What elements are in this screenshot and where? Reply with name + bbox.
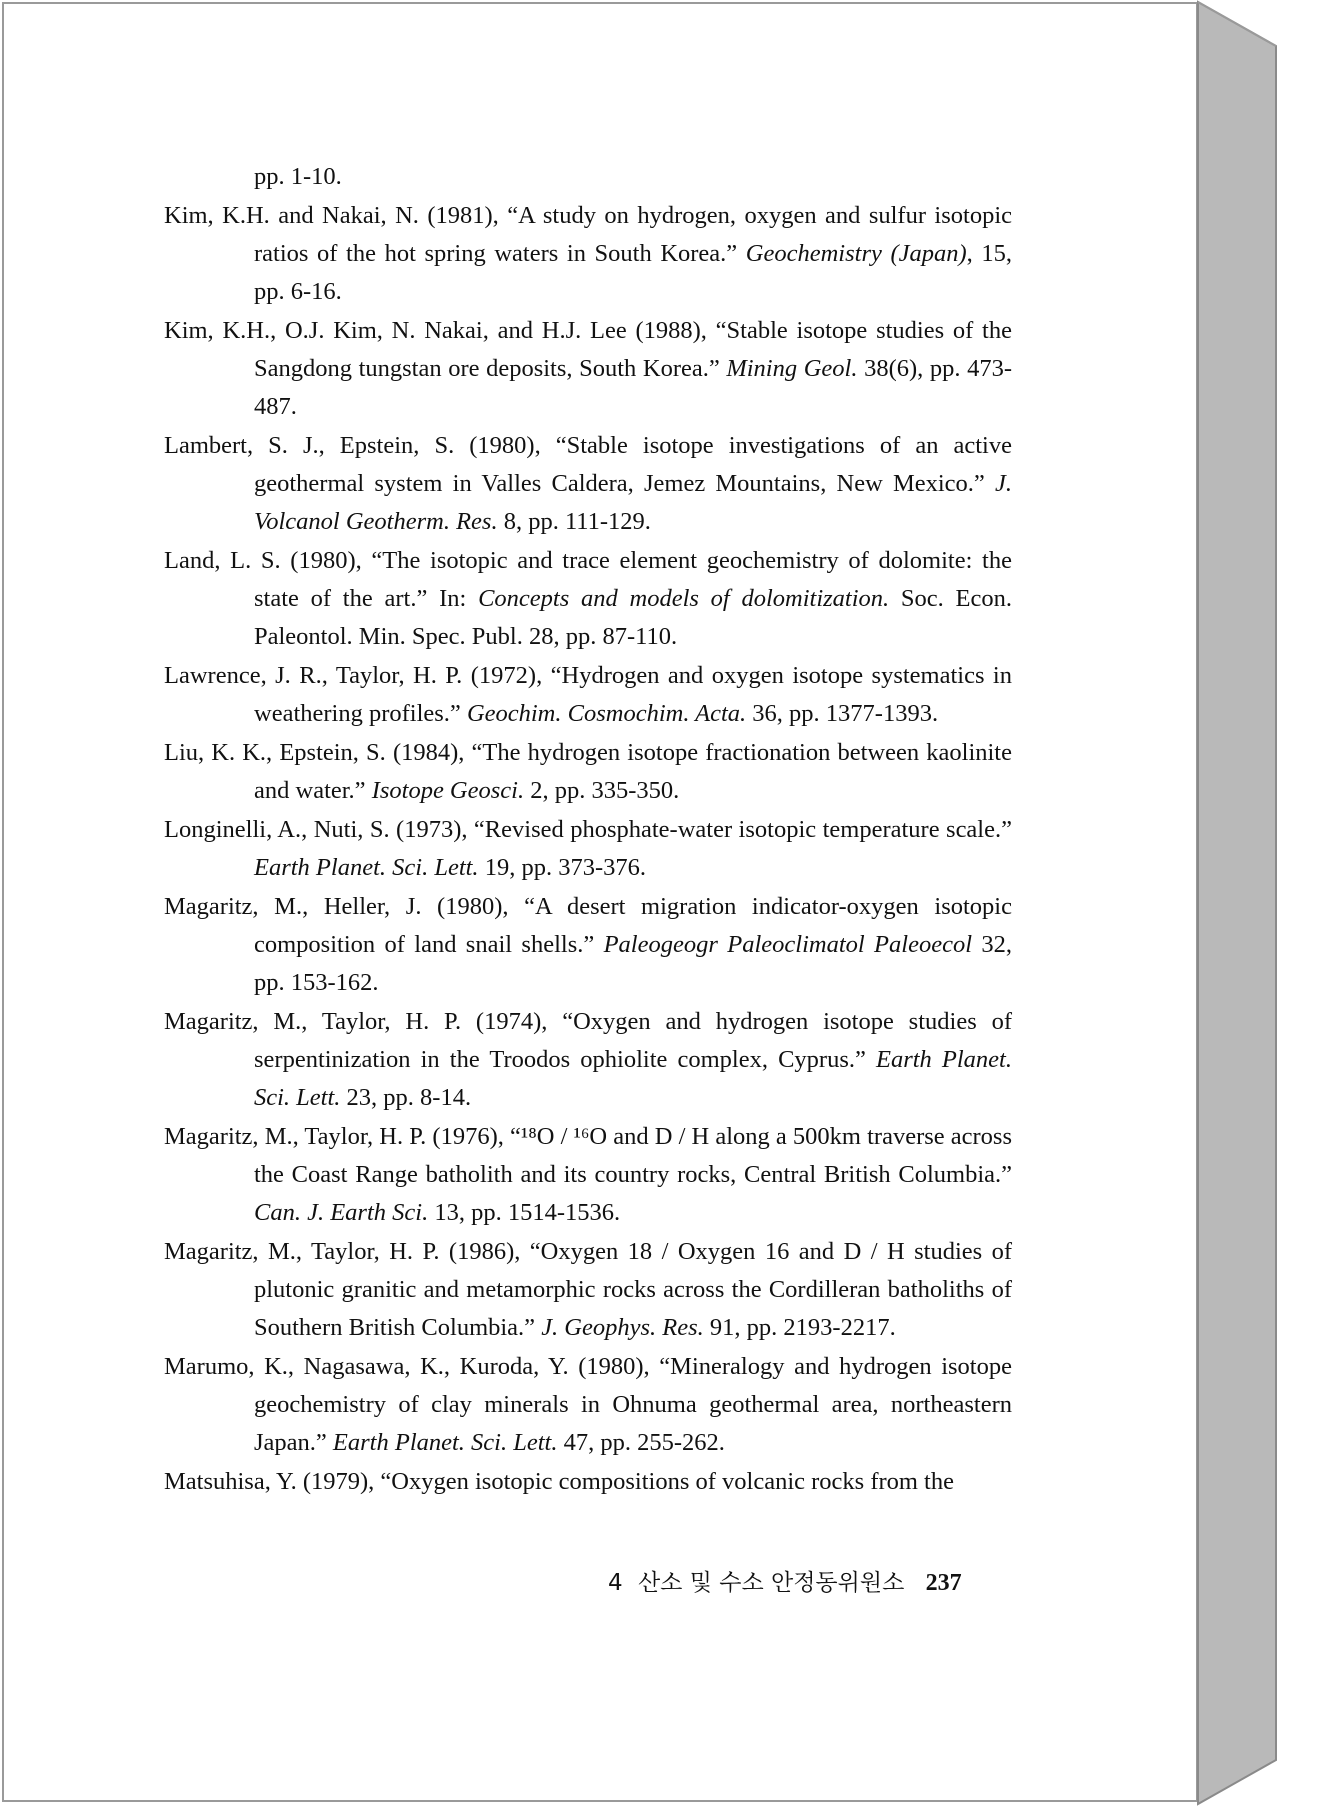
reference-entry [164, 1003, 1012, 1117]
reference-text: 91, pp. 2193-2217. [703, 1314, 896, 1341]
reference-entry [164, 734, 1012, 810]
reference-entry [164, 427, 1012, 541]
reference-text: Lawrence, J. R., Taylor, H. P. (1972), “Hydrogen and oxygen isotope systematics in weathering profiles.” [164, 662, 1012, 727]
reference-text: 19, pp. 373-376. [478, 854, 646, 881]
reference-entry [164, 1463, 1012, 1501]
reference-journal: Concepts and models of dolomitization. [478, 585, 890, 612]
reference-text: Kim, K.H. and Nakai, N. (1981), “A study on hydrogen, oxygen and sulfur isotopic ratios of the hot spring waters in South Korea.” [164, 202, 1012, 267]
reference-entry [164, 1118, 1012, 1232]
reference-text: Magaritz, M., Heller, J. (1980), “A desert migration indicator-oxygen isotopic composition of land snail shells.” [164, 893, 1012, 958]
reference-text: Magaritz, M., Taylor, H. P. (1974), “Oxygen and hydrogen isotope studies of serpentinization in the Troodos ophiolite complex, Cyprus.” [164, 1008, 1012, 1073]
reference-entry [164, 158, 1012, 196]
reference-entry [164, 542, 1012, 656]
reference-journal: J. Volcanol Geotherm. Res. [254, 470, 1012, 535]
reference-text: 23, pp. 8-14. [340, 1084, 472, 1111]
reference-journal: Isotope Geosci. [371, 777, 525, 804]
reference-entry [164, 888, 1012, 1002]
chapter-title: 산소 및 수소 안정동위원소 [637, 1570, 905, 1596]
page-number: 237 [925, 1570, 962, 1596]
reference-entry [164, 1233, 1012, 1347]
reference-journal: Geochemistry (Japan) [745, 240, 967, 267]
reference-journal: Paleogeogr Paleoclimatol Paleoecol [603, 931, 973, 958]
reference-text: Land, L. S. (1980), “The isotopic and trace element geochemistry of dolomite: the state of the art.” In: [164, 547, 1012, 612]
chapter-number: 4 [608, 1570, 623, 1596]
reference-text: Magaritz, M., Taylor, H. P. (1976), “¹⁸O / ¹⁶O and D / H along a 500km traverse across the Coast Range batholith and its country rocks, Central British Columbia.” [164, 1123, 1012, 1188]
reference-text: Soc. Econ. Paleontol. Min. Spec. Publ. 28, pp. 87-110. [254, 585, 1013, 650]
reference-journal: Can. J. Earth Sci. [254, 1199, 429, 1226]
reference-entry [164, 197, 1012, 311]
reference-text: 38(6), pp. 473-487. [254, 355, 1012, 420]
reference-journal: Earth Planet. Sci. Lett. [332, 1429, 558, 1456]
reference-entry [164, 657, 1012, 733]
reference-text: 36, pp. 1377-1393. [746, 700, 939, 727]
reference-list [164, 158, 1012, 1502]
reference-journal: Geochim. Cosmochim. Acta. [466, 700, 747, 727]
reference-text: Kim, K.H., O.J. Kim, N. Nakai, and H.J. Lee (1988), “Stable isotope studies of the Sangdong tungstan ore deposits, South Korea.” [164, 317, 1012, 382]
reference-text: Longinelli, A., Nuti, S. (1973), “Revised phosphate-water isotopic temperature scale.” [164, 816, 1012, 843]
reference-text: 32, pp. 153-162. [254, 931, 1012, 996]
reference-text: pp. 1-10. [254, 163, 342, 190]
reference-entry [164, 1348, 1012, 1462]
reference-text: Matsuhisa, Y. (1979), “Oxygen isotopic compositions of volcanic rocks from the [164, 1468, 954, 1495]
reference-text: Magaritz, M., Taylor, H. P. (1986), “Oxygen 18 / Oxygen 16 and D / H studies of plutonic granitic and metamorphic rocks across the Cordilleran batholiths of Southern British Columbia.” [164, 1238, 1012, 1341]
reference-text: Liu, K. K., Epstein, S. (1984), “The hydrogen isotope fractionation between kaolinite and water.” [164, 739, 1012, 804]
reference-text: 2, pp. 335-350. [524, 777, 680, 804]
reference-journal: Earth Planet. Sci. Lett. [254, 854, 479, 881]
reference-text: 8, pp. 111-129. [497, 508, 651, 535]
reference-journal: Earth Planet. Sci. Lett. [254, 1046, 1012, 1111]
reference-journal: Mining Geol. [726, 355, 858, 382]
reference-text: 13, pp. 1514-1536. [428, 1199, 621, 1226]
reference-text: , 15, pp. 6-16. [254, 240, 1013, 305]
reference-entry [164, 312, 1012, 426]
reference-journal: J. Geophys. Res. [541, 1314, 704, 1341]
reference-entry [164, 811, 1012, 887]
page-footer [608, 1564, 1028, 1597]
reference-text: Marumo, K., Nagasawa, K., Kuroda, Y. (1980), “Mineralogy and hydrogen isotope geochemistry of clay minerals in Ohnuma geothermal area, northeastern Japan.” [164, 1353, 1012, 1456]
reference-text: 47, pp. 255-262. [557, 1429, 725, 1456]
reference-text: Lambert, S. J., Epstein, S. (1980), “Stable isotope investigations of an active geothermal system in Valles Caldera, Jemez Mountains, New Mexico.” [164, 432, 1012, 497]
